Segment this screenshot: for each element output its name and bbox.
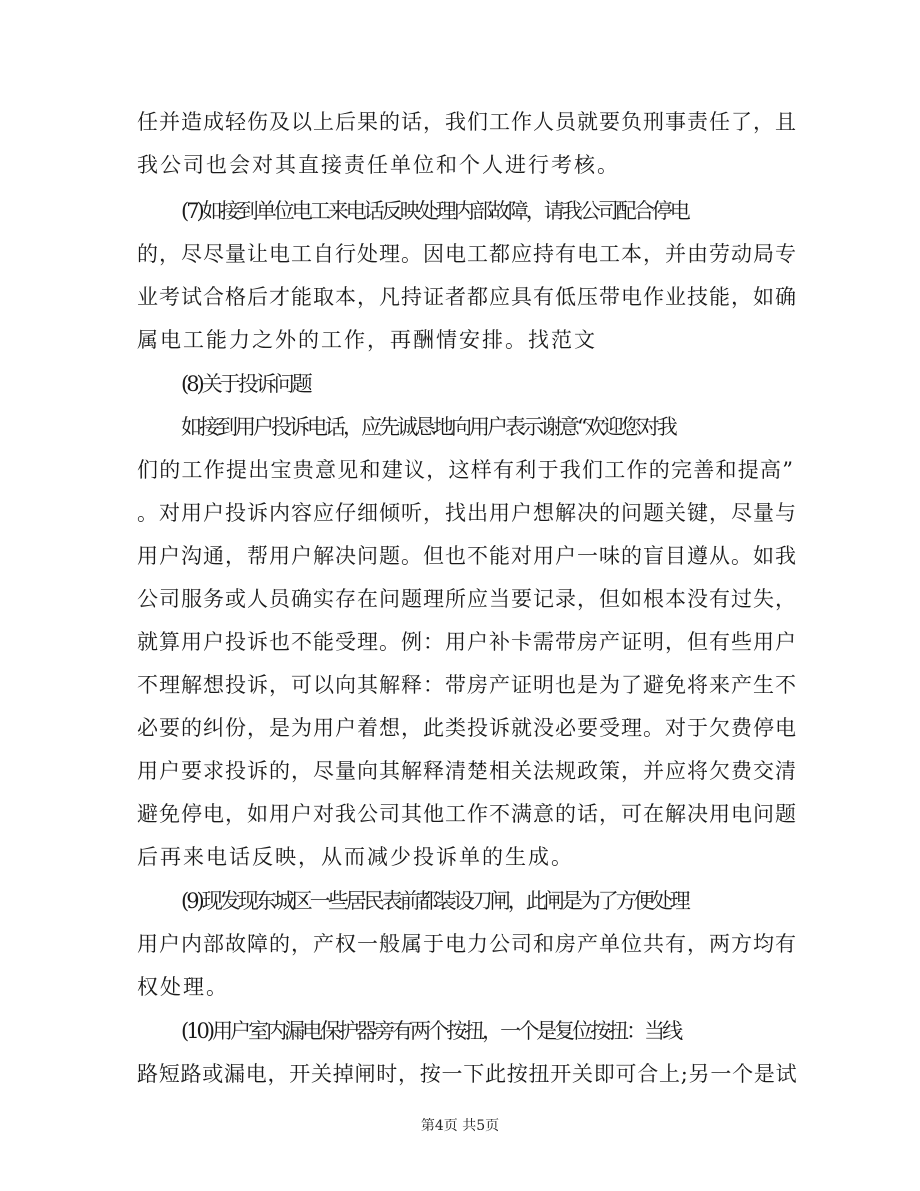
text-line: 用户要求投诉的，尽量向其解释清楚相关法规政策，并应将欠费交清: [137, 759, 797, 783]
text-line: 们的工作提出宝贵意见和建议，这样有利于我们工作的完善和提高”: [137, 458, 795, 482]
page-number: 第4页 共5页: [420, 1118, 500, 1134]
text-line: (9)现发现东城区一些居民表前都装设刀闸，此闸是为了方便处理: [181, 889, 688, 913]
text-line: 如接到用户投诉电话，应先诚恳地向用户表示谢意“欢迎您对我: [181, 415, 675, 439]
text-line: 权处理。: [137, 975, 229, 999]
text-line: 就算用户投诉也不能受理。例：用户补卡需带房产证明，但有些用户: [137, 630, 797, 654]
text-line: 。对用户投诉内容应仔细倾听，找出用户想解决的问题关键，尽量与: [137, 501, 797, 525]
text-line: 用户沟通，帮用户解决问题。但也不能对用户一味的盲目遵从。如我: [137, 544, 797, 568]
text-line: (10)用户室内漏电保护器旁有两个按扭，一个是复位按扭：当线: [181, 1019, 681, 1043]
text-line: 必要的纠份，是为用户着想，此类投诉就没必要受理。对于欠费停电: [137, 716, 797, 740]
text-line: 任并造成轻伤及以上后果的话，我们工作人员就要负刑事责任了，且: [137, 110, 797, 134]
text-line: 用户内部故障的，产权一般属于电力公司和房产单位共有，两方均有: [137, 932, 797, 956]
text-line: 公司服务或人员确实存在问题理所应当要记录，但如根本没有过失，: [137, 587, 797, 611]
text-line: 后再来电话反映，从而减少投诉单的生成。: [137, 845, 574, 869]
text-line: (7)如接到单位电工来电话反映处理内部故障，请我公司配合停电: [181, 199, 688, 223]
text-line: 业考试合格后才能取本，凡持证者都应具有低压带电作业技能，如确: [137, 285, 797, 309]
text-line: 属电工能力之外的工作，再酬情安排。找范文: [137, 328, 597, 352]
text-line: 路短路或漏电，开关掉闸时，按一下此按扭开关即可合上;另一个是试: [137, 1062, 798, 1086]
section-heading: (8)关于投诉问题: [181, 372, 310, 396]
text-line: 避免停电，如用户对我公司其他工作不满意的话，可在解决用电问题: [137, 802, 797, 826]
text-line: 的，尽尽量让电工自行处理。因电工都应持有电工本，并由劳动局专: [137, 242, 797, 266]
text-line: 我公司也会对其直接责任单位和个人进行考核。: [137, 153, 620, 177]
text-line: 不理解想投诉，可以向其解释：带房产证明也是为了避免将来产生不: [137, 673, 797, 697]
